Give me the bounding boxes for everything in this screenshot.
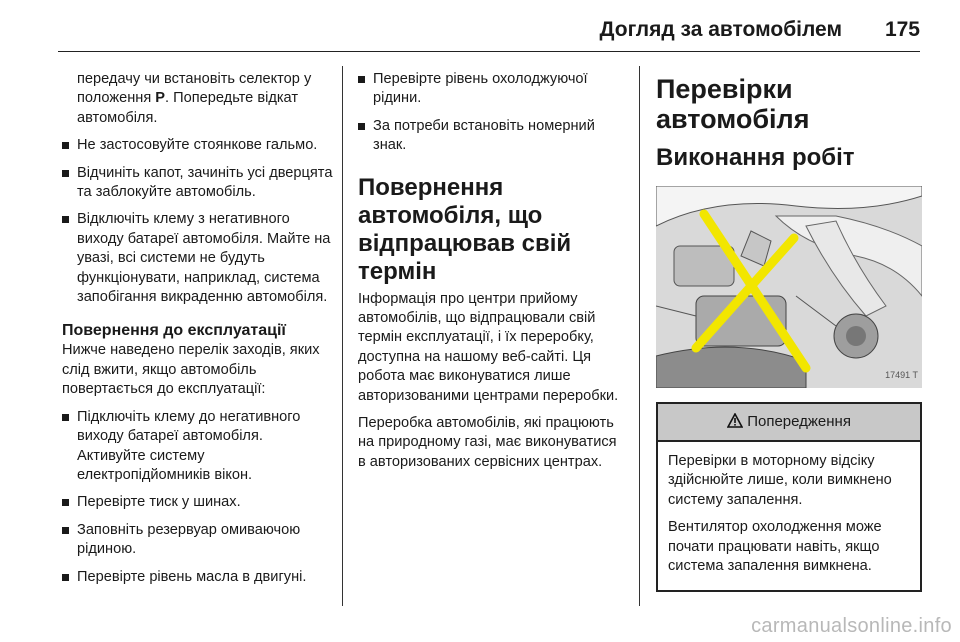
column-2	[358, 70, 628, 480]
return-paragraph: Нижче наведено перелік заходів, яких слід вжити, якщо автомобіль повертається до експлуатації:	[62, 342, 320, 398]
bullet-icon	[358, 123, 365, 130]
warning-title: Попередження	[747, 413, 851, 430]
bullet-icon	[62, 414, 69, 421]
end-of-life-paragraph: Інформація про центри прийому автомобілів, що відпрацювали свій термін експлуатації, і їх переробку, доступна на нашому веб-сайті. Ця робота має виконуватися лише авторизованими центрами переробки.	[358, 290, 619, 404]
return-heading: Повернення до експлуатації	[62, 322, 286, 340]
list-item: Заповніть резервуар омиваючою рідиною.	[62, 521, 334, 560]
bullet-icon	[62, 216, 69, 223]
page-header	[58, 14, 920, 50]
list-item: Відчиніть капот, зачиніть усі дверцята та заблокуйте автомобіль.	[62, 164, 334, 203]
warning-body	[658, 442, 920, 590]
bullet-icon	[62, 142, 69, 149]
page-number: 175	[884, 18, 920, 41]
bullet-icon	[358, 76, 365, 83]
warning-paragraph-1: Перевірки в моторному відсіку здійснюйте лише, коли вимкнено систему запалення.	[668, 453, 892, 508]
list-item: Підключіть клему до негативного виходу батареї автомобіля. Активуйте систему електропідйомників вікон.	[62, 408, 334, 486]
bullet-icon	[62, 499, 69, 506]
intro-paragraph: передачу чи встановіть селектор у положення P. Попередьте відкат автомобіля.	[77, 71, 312, 126]
illustration-code: 17491 T	[885, 369, 918, 380]
header-divider	[58, 51, 920, 52]
engine-bay-illustration	[656, 186, 922, 388]
warning-triangle-icon	[727, 413, 743, 428]
bullet-icon	[62, 170, 69, 177]
column-1	[62, 70, 334, 595]
section-heading: Перевірки автомобіля	[656, 74, 810, 134]
end-of-life-heading: Повернення автомобіля, що відпрацював свій термін	[358, 173, 572, 285]
section-subheading: Виконання робіт	[656, 144, 855, 171]
list-item: Відключіть клему з негативного виходу батареї автомобіля. Майте на увазі, всі системи не будуть функціонувати, наприклад, система запобігання викраденню автомобіля.	[62, 210, 334, 307]
page-title: Догляд за автомобілем	[599, 18, 842, 41]
bullet-icon	[62, 527, 69, 534]
watermark: carmanualsonline.info	[751, 615, 952, 637]
column-divider-2	[639, 66, 640, 606]
engine-bay-drawing	[656, 186, 922, 388]
natural-gas-paragraph: Переробка автомобілів, які працюють на природному газі, має виконуватися в авторизованих сервісних центрах.	[358, 415, 617, 470]
list-item: Не застосовуйте стоянкове гальмо.	[62, 136, 334, 155]
gear-position-p: P	[155, 90, 166, 107]
warning-box	[656, 402, 922, 592]
warning-paragraph-2: Вентилятор охолодження може почати працювати навіть, якщо система запалення вимкнена.	[668, 519, 882, 575]
column-divider-1	[342, 66, 343, 606]
bullet-icon	[62, 574, 69, 581]
column-3	[656, 70, 922, 592]
list-item: Перевірте рівень охолоджуючої рідини.	[358, 70, 628, 109]
list-item: Перевірте рівень масла в двигуні.	[62, 568, 334, 587]
list-item: За потреби встановіть номерний знак.	[358, 117, 628, 156]
list-item: Перевірте тиск у шинах.	[62, 493, 334, 512]
warning-header	[658, 404, 920, 442]
